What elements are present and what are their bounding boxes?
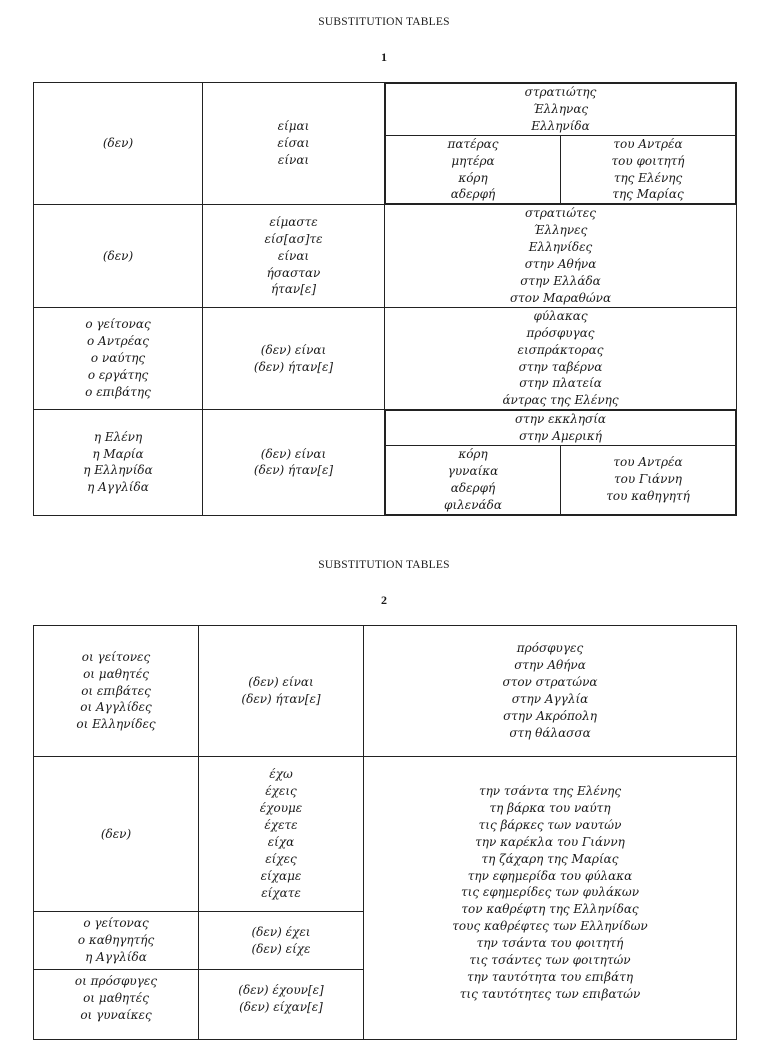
- word-item: τον καθρέφτη της Ελληνίδας: [461, 902, 639, 917]
- substitution-table-1: [33, 82, 737, 516]
- subject-cell: [34, 307, 203, 409]
- word-item: ο ναύτης: [90, 351, 146, 366]
- word-item: η Αγγλίδα: [85, 949, 147, 964]
- word-item: (δεν) είχαν[ε]: [239, 999, 323, 1014]
- word-item: τις ταυτότητες των επιβατών: [459, 986, 641, 1001]
- complement-cell: [385, 83, 737, 205]
- word-item: στην Ακρόπολη: [503, 708, 597, 723]
- word-item: Έλληνας: [532, 101, 589, 116]
- word-list: [386, 84, 735, 135]
- table-row: [34, 205, 737, 307]
- word-item: (δεν) ήταν[ε]: [253, 359, 334, 374]
- word-item: έχουμε: [259, 801, 303, 816]
- word-item: στη θάλασσα: [509, 725, 591, 740]
- word-list: [34, 135, 202, 152]
- table-number: 2: [381, 593, 387, 607]
- word-item: στην Αθήνα: [524, 257, 597, 272]
- table-row: [34, 83, 737, 205]
- word-item: τους καθρέφτες των Ελληνίδων: [452, 919, 648, 934]
- word-item: (δεν) ήταν[ε]: [241, 692, 321, 706]
- word-item: έχεις: [265, 784, 297, 799]
- word-item: έχετε: [264, 818, 298, 833]
- word-item: στην Αγγλία: [511, 692, 589, 706]
- word-list: [34, 915, 198, 966]
- subject-cell: [34, 410, 203, 515]
- word-item: οι Αγγλίδες: [80, 700, 152, 715]
- word-list: [199, 674, 363, 708]
- word-item: στην Αθήνα: [514, 658, 586, 673]
- word-item: του καθηγητή: [606, 489, 690, 504]
- word-list: [386, 136, 560, 204]
- word-item: του Αντρέα: [613, 136, 683, 151]
- word-item: (δεν) είχε: [251, 941, 311, 956]
- word-list: [203, 214, 384, 299]
- word-item: ο γείτονας: [83, 916, 149, 931]
- word-item: πατέρας: [447, 136, 499, 151]
- word-list: [199, 766, 363, 901]
- word-item: η Ελένη: [93, 429, 143, 444]
- word-item: είχαμε: [260, 868, 302, 883]
- word-item: Ελληνίδα: [531, 118, 590, 133]
- word-item: ο επιβάτης: [85, 384, 151, 399]
- word-item: την εφημερίδα του φύλακα: [467, 868, 633, 883]
- word-item: είναι: [277, 153, 310, 168]
- word-item: (δεν) είναι: [260, 342, 327, 357]
- word-list: [203, 446, 384, 480]
- substitution-table-2: [33, 625, 737, 1040]
- word-item: είσαι: [277, 136, 310, 151]
- word-item: εισπράκτορας: [517, 342, 604, 357]
- word-item: είμαι: [277, 119, 310, 134]
- word-item: τις εφημερίδες των φυλάκων: [461, 885, 639, 900]
- word-list: [34, 649, 198, 734]
- word-item: την τσάντα της Ελένης: [478, 784, 622, 798]
- verb-cell: [203, 307, 385, 409]
- word-item: του Γιάννη: [614, 472, 682, 487]
- subject-cell: [34, 626, 199, 757]
- word-list: [34, 316, 202, 401]
- word-item: την τσάντα του φοιτητή: [476, 936, 624, 951]
- word-item: ήταν[ε]: [270, 282, 317, 297]
- word-list: [34, 248, 202, 265]
- word-item: αδερφή: [450, 187, 496, 202]
- word-list: [203, 342, 384, 376]
- word-item: την καρέκλα του Γιάννη: [475, 834, 625, 849]
- word-item: κόρη: [458, 447, 488, 462]
- word-list: [561, 454, 735, 505]
- word-item: στον Μαραθώνα: [509, 290, 612, 305]
- verb-cell: [203, 205, 385, 307]
- word-list: [203, 118, 384, 169]
- subject-cell: [34, 912, 199, 970]
- word-item: οι επιβάτες: [81, 683, 151, 698]
- subject-cell: [34, 83, 203, 205]
- word-item: άντρας της Ελένης: [502, 393, 619, 408]
- word-item: η Μαρία: [92, 446, 144, 461]
- word-item: οι πρόσφυγες: [74, 974, 158, 988]
- word-item: της Μαρίας: [612, 187, 684, 202]
- word-item: κόρη: [458, 170, 488, 185]
- verb-cell: [199, 757, 364, 912]
- word-item: οι μαθητές: [83, 666, 149, 681]
- word-list: [364, 640, 736, 741]
- word-item: Έλληνες: [533, 223, 588, 238]
- word-list: [385, 308, 736, 409]
- word-item: τις τσάντες των φοιτητών: [469, 953, 631, 968]
- verb-cell: [203, 410, 385, 515]
- word-item: πρόσφυγες: [516, 641, 584, 656]
- word-item: πρόσφυγας: [526, 325, 595, 340]
- word-item: η Αγγλίδα: [87, 480, 149, 495]
- word-item: τις βάρκες των ναυτών: [478, 817, 622, 832]
- word-list: [386, 411, 735, 445]
- verb-cell: [199, 912, 364, 970]
- word-item: φιλενάδα: [444, 497, 502, 512]
- word-item: στην Ελλάδα: [520, 273, 601, 288]
- word-item: είμαστε: [269, 214, 318, 229]
- word-list: [34, 826, 198, 843]
- complement-cell: [385, 410, 737, 515]
- table-row: [34, 410, 737, 515]
- word-item: της Ελένης: [613, 170, 683, 185]
- complement-cell: [364, 626, 737, 757]
- word-item: στην εκκλησία: [514, 412, 607, 427]
- complement-cell: [385, 205, 737, 307]
- word-list: [34, 973, 198, 1024]
- word-item: (δεν): [102, 248, 134, 263]
- word-item: είναι: [277, 248, 310, 263]
- word-item: στον στρατώνα: [502, 675, 598, 690]
- word-item: στην Αμερική: [519, 429, 602, 444]
- word-item: (δεν) έχει: [251, 924, 311, 939]
- word-item: τη βάρκα του ναύτη: [489, 800, 611, 815]
- word-item: στρατιώτης: [524, 85, 597, 99]
- word-list: [199, 982, 363, 1016]
- word-item: (δεν) είναι: [260, 446, 327, 461]
- word-item: οι μαθητές: [83, 990, 149, 1005]
- word-item: αδερφή: [450, 480, 496, 495]
- word-list: [561, 136, 735, 204]
- word-item: στρατιώτες: [525, 206, 596, 221]
- word-item: οι γείτονες: [81, 649, 151, 664]
- word-item: (δεν) έχουν[ε]: [238, 983, 324, 997]
- table-row: [34, 307, 737, 409]
- complement-cell: [385, 307, 737, 409]
- verb-cell: [203, 83, 385, 205]
- table-row: [34, 626, 737, 757]
- word-item: οι γυναίκες: [80, 1007, 152, 1022]
- word-item: φύλακας: [533, 308, 588, 323]
- word-item: Ελληνίδες: [528, 240, 593, 255]
- word-item: ο γείτονας: [85, 317, 151, 332]
- word-item: οι Ελληνίδες: [76, 717, 156, 732]
- word-list: [386, 446, 560, 514]
- word-item: (δεν) είναι: [248, 675, 314, 690]
- word-item: του φοιτητή: [611, 153, 685, 168]
- word-list: [34, 429, 202, 497]
- word-item: ο Αντρέας: [87, 334, 149, 349]
- word-item: ο εργάτης: [87, 367, 149, 382]
- word-list: [385, 205, 736, 306]
- section-heading: SUBSTITUTION TABLES: [318, 16, 450, 28]
- verb-cell: [199, 970, 364, 1040]
- word-list: [199, 924, 363, 958]
- word-item: στην ταβέρνα: [518, 359, 603, 374]
- table-row: [34, 757, 737, 912]
- complement-cell: [364, 757, 737, 1040]
- word-item: είχατε: [261, 885, 301, 900]
- word-item: ο καθηγητής: [77, 933, 155, 948]
- word-item: τη ζάχαρη της Μαρίας: [481, 851, 619, 866]
- word-item: γυναίκα: [447, 463, 499, 478]
- section-heading: SUBSTITUTION TABLES: [318, 559, 450, 571]
- word-item: (δεν): [102, 136, 134, 151]
- word-item: (δεν): [100, 826, 132, 841]
- word-item: του Αντρέα: [613, 455, 683, 470]
- subject-cell: [34, 970, 199, 1040]
- word-item: είχα: [267, 835, 295, 849]
- word-item: (δεν) ήταν[ε]: [253, 463, 334, 478]
- word-item: μητέρα: [451, 153, 495, 168]
- verb-cell: [199, 626, 364, 757]
- word-item: η Ελληνίδα: [83, 463, 153, 478]
- word-list: [364, 783, 736, 1003]
- word-item: είχες: [265, 851, 297, 866]
- word-item: είσ[ασ]τε: [264, 231, 323, 246]
- word-item: στην πλατεία: [519, 376, 602, 391]
- word-item: την ταυτότητα του επιβάτη: [466, 969, 634, 984]
- subject-cell: [34, 757, 199, 912]
- subject-cell: [34, 205, 203, 307]
- word-item: έχω: [269, 767, 293, 782]
- word-item: ήσασταν: [266, 265, 321, 280]
- table-number: 1: [381, 50, 387, 64]
